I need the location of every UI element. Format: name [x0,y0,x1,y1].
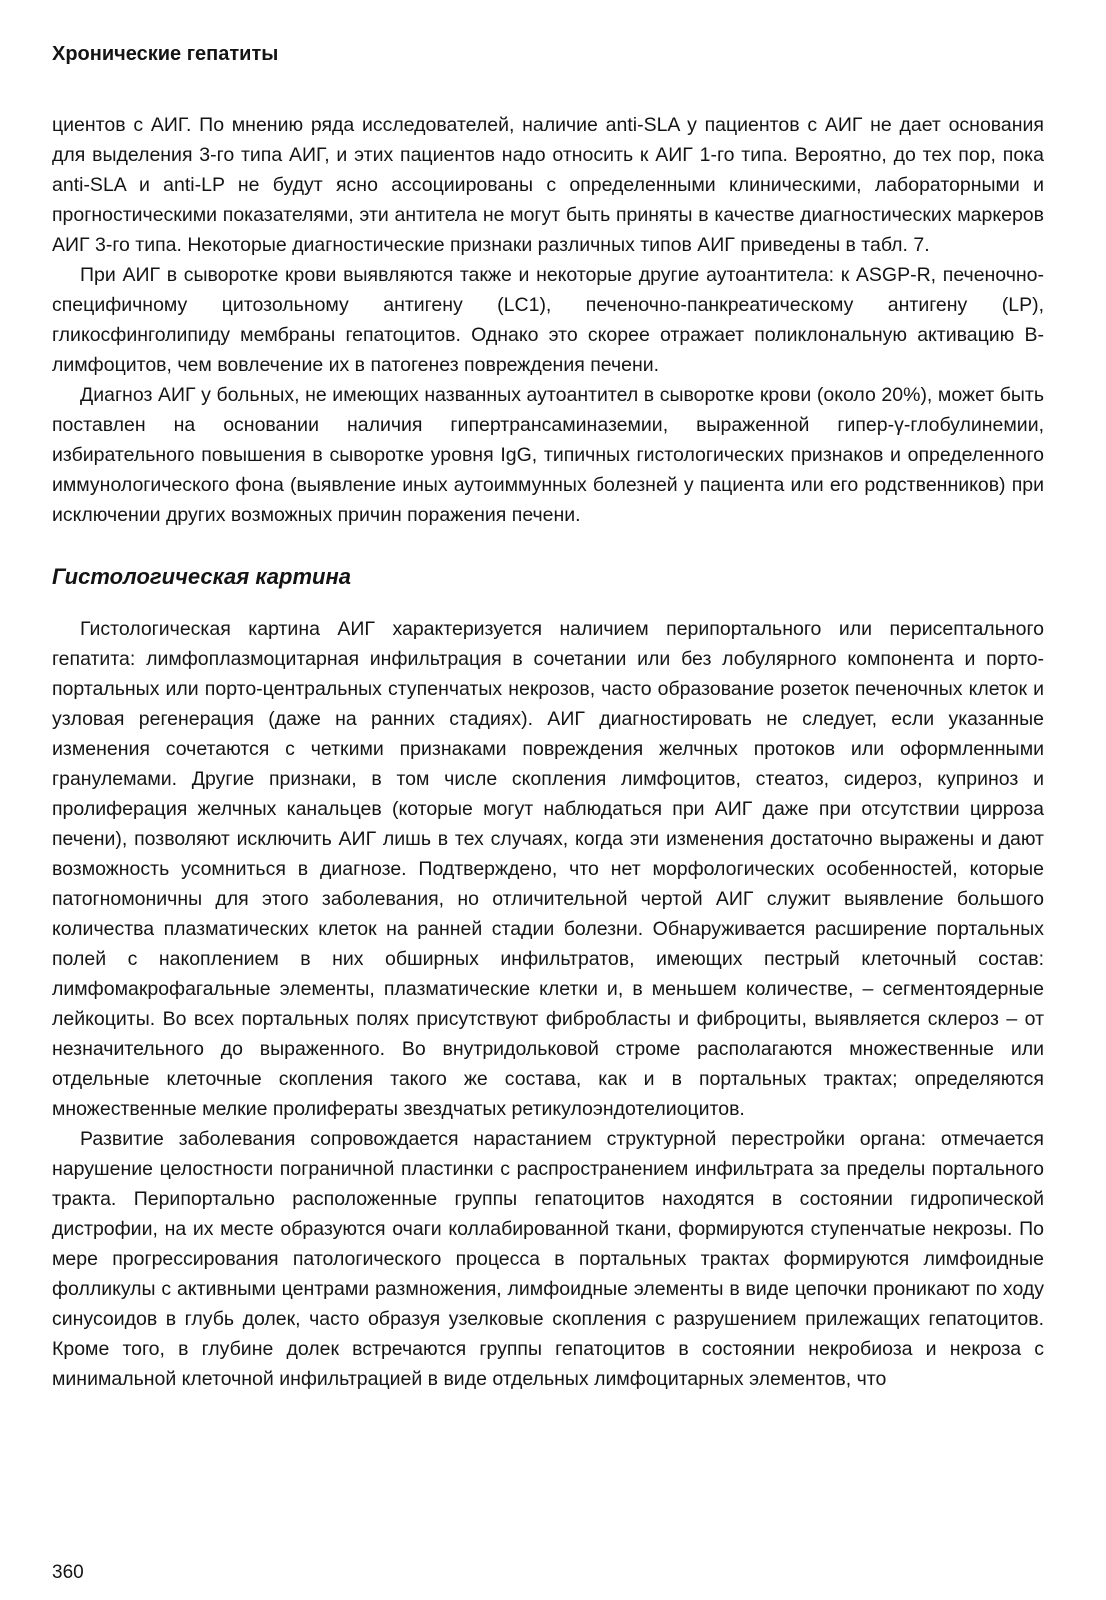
body-paragraph: Диагноз АИГ у больных, не имеющих названных аутоантител в сыворотке крови (около 20%), может быть поставлен на основании наличия гипертрансаминаземии, выраженной гипер-γ-глобулинемии, избирательного повышения в сыворотке уровня IgG, типичных гистологических признаков и определенного иммунологического фона (выявление иных аутоиммунных болезней у пациента или его родственников) при исключении других возможных причин поражения печени. [52,384,1044,526]
page-body [52,110,1044,1394]
section-heading: Гистологическая картина [52,564,351,589]
body-paragraph: Гистологическая картина АИГ характеризуется наличием перипортального или перисептального гепатита: лимфоплазмоцитарная инфильтрация в сочетании или без лобулярного компонента и порто-портальных или порто-центральных ступенчатых некрозов, часто образование розеток печеночных клеток и узловая регенерация (даже на ранних стадиях). АИГ диагностировать не следует, если указанные изменения сочетаются с четкими признаками повреждения желчных протоков или оформленными гранулемами. Другие признаки, в том числе скопления лимфоцитов, стеатоз, сидероз, куприноз и пролиферация желчных канальцев (которые могут наблюдаться при АИГ даже при отсутствии цирроза печени), позволяют исключить АИГ лишь в тех случаях, когда эти изменения достаточно выражены и дают возможность усомниться в диагнозе. Подтверждено, что нет морфологических особенностей, которые патогномоничны для этого заболевания, но отличительной чертой АИГ служит выявление большого количества плазматических клеток на ранней стадии болезни. Обнаруживается расширение портальных полей с накоплением в них обширных инфильтратов, имеющих пестрый клеточный состав: лимфомакрофагальные элементы, плазматические клетки и, в меньшем количестве, – сегментоядерные лейкоциты. Во всех портальных полях присутствуют фибробласты и фиброциты, выявляется склероз – от незначительного до выраженного. Во внутридольковой строме располагаются множественные или отдельные клеточные скопления такого же состава, как и в портальных трактах; определяются множественные мелкие пролифераты звездчатых ретикулоэндотелиоцитов. [52,618,1044,1120]
running-header: Хронические гепатиты [52,43,279,65]
page-number: 360 [52,1562,84,1583]
body-paragraph: Развитие заболевания сопровождается нарастанием структурной перестройки органа: отмечается нарушение целостности пограничной пластинки с распространением инфильтрата за пределы портального тракта. Перипортально расположенные группы гепатоцитов находятся в состоянии гидропической дистрофии, на их месте образуются очаги коллабированной ткани, формируются ступенчатые некрозы. По мере прогрессирования патологического процесса в портальных трактах формируются лимфоидные фолликулы с активными центрами размножения, лимфоидные элементы в виде цепочки проникают по ходу синусоидов в глубь долек, часто образуя узелковые скопления с разрушением прилежащих гепатоцитов. Кроме того, в глубине долек встречаются группы гепатоцитов в состоянии некробиоза и некроза с минимальной клеточной инфильтрацией в виде отдельных лимфоцитарных элементов, что [52,1128,1044,1390]
body-paragraph: При АИГ в сыворотке крови выявляются также и некоторые другие аутоантитела: к ASGP-R, печеночно-специфичному цитозольному антигену (LC1), печеночно-панкреатическому антигену (LP), гликосфинголипиду мембраны гепатоцитов. Однако это скорее отражает поликлональную активацию В-лимфоцитов, чем вовлечение их в патогенез повреждения печени. [52,264,1044,376]
body-paragraph: циентов с АИГ. По мнению ряда исследователей, наличие anti-SLA у пациентов с АИГ не дает основания для выделения 3-го типа АИГ, и этих пациентов надо относить к АИГ 1-го типа. Вероятно, до тех пор, пока anti-SLA и anti-LP не будут ясно ассоциированы с определенными клиническими, лабораторными и прогностическими показателями, эти антитела не могут быть приняты в качестве диагностических маркеров АИГ 3-го типа. Некоторые диагностические признаки различных типов АИГ приведены в табл. 7. [52,114,1044,256]
